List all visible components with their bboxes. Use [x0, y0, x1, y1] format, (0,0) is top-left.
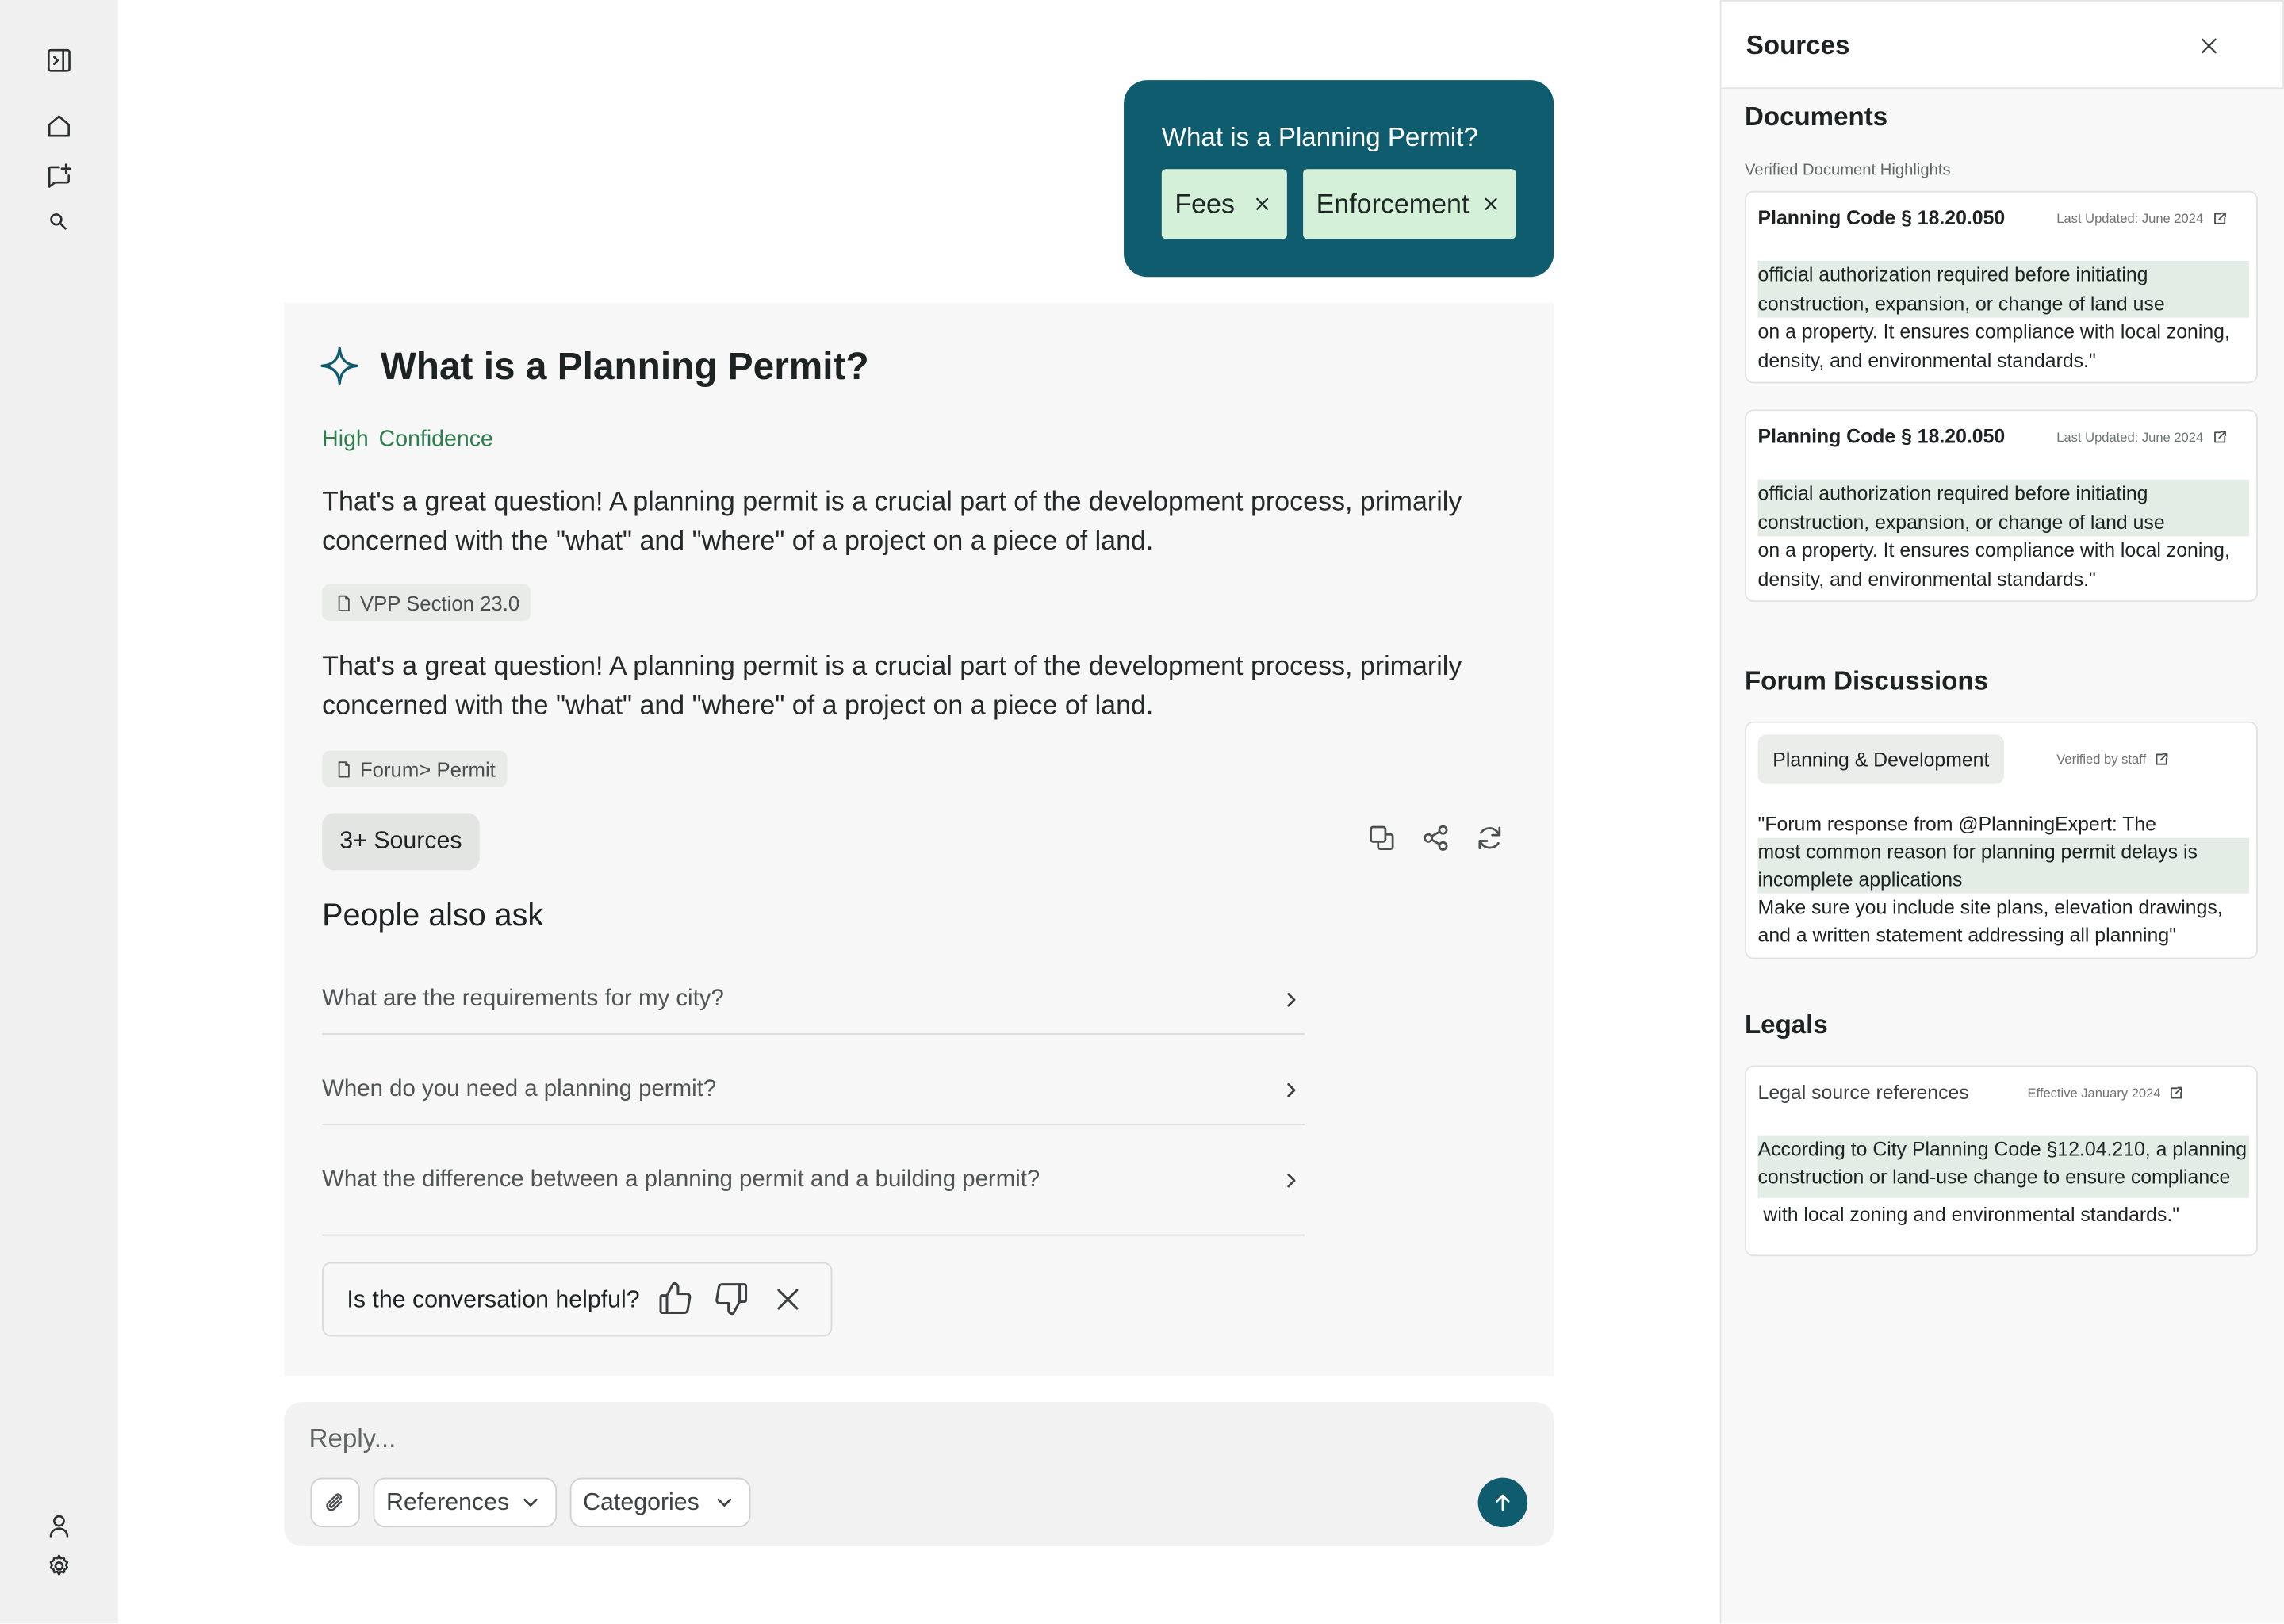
chevron-right-icon	[1282, 990, 1300, 1008]
close-icon	[772, 1284, 803, 1315]
filter-chip-enforcement[interactable]	[1303, 169, 1516, 239]
citation-label: Forum> Permit	[359, 756, 496, 781]
effective-date-label: Effective January 2024	[2027, 1086, 2161, 1101]
sources-panel-title: Sources	[1746, 30, 1850, 60]
answer-title: What is a Planning Permit?	[380, 343, 869, 388]
settings-icon	[44, 1551, 72, 1579]
excerpt-line: official authorization required before initiating	[1757, 482, 2148, 504]
forum-meta	[2056, 752, 2169, 766]
excerpt-line: construction or land-use change to ensure compliance	[1757, 1166, 2231, 1188]
chevron-down-icon	[522, 1494, 539, 1511]
dropdown-label: Categories	[583, 1488, 699, 1515]
highlighted-excerpt	[1758, 1136, 2249, 1198]
reply-input[interactable]	[309, 1421, 1447, 1456]
sidebar-toggle-icon	[44, 46, 72, 74]
close-sources-button[interactable]	[2198, 35, 2221, 57]
feedback-prompt: Is the conversation helpful?	[347, 1286, 640, 1313]
related-questions-list	[322, 965, 1305, 1236]
highlighted-excerpt	[1758, 480, 2249, 537]
copy-button[interactable]	[1367, 823, 1397, 852]
document-meta	[2056, 211, 2226, 225]
excerpt-line: density, and environmental standards."	[1757, 349, 2096, 371]
user-message-text: What is a Planning Permit?	[1161, 122, 1478, 152]
related-question-text: When do you need a planning permit?	[322, 1076, 717, 1101]
document-title: Planning Code § 18.20.050	[1757, 206, 2006, 229]
reply-composer	[284, 1402, 1554, 1546]
last-updated-label: Last Updated: June 2024	[2056, 211, 2204, 226]
related-question-text: What the difference between a planning permit and a building permit?	[322, 1167, 1040, 1193]
attach-button[interactable]	[310, 1478, 359, 1527]
regenerate-button[interactable]	[1475, 823, 1504, 852]
legal-excerpt	[1758, 1136, 2249, 1229]
share-button[interactable]	[1421, 823, 1450, 852]
documents-subheading: Verified Document Highlights	[1744, 162, 1951, 180]
citation-tag[interactable]	[322, 751, 507, 787]
highlighted-excerpt	[1758, 261, 2249, 318]
related-question-text: What are the requirements for my city?	[322, 986, 724, 1011]
external-link-icon	[2155, 752, 2169, 766]
documents-heading: Documents	[1744, 102, 1888, 132]
arrow-up-icon	[1491, 1491, 1514, 1514]
thumbs-up-icon	[656, 1280, 694, 1318]
excerpt-line: official authorization required before initiating	[1757, 263, 2148, 286]
thumbs-up-button[interactable]	[656, 1280, 694, 1318]
new-chat-icon	[44, 161, 72, 189]
close-icon[interactable]	[1481, 193, 1501, 214]
related-question[interactable]	[322, 1146, 1305, 1236]
close-icon[interactable]	[1252, 193, 1273, 214]
document-excerpt	[1758, 480, 2249, 593]
legal-card[interactable]	[1745, 1066, 2258, 1257]
categories-dropdown[interactable]	[570, 1478, 751, 1527]
close-icon	[2198, 35, 2221, 57]
sources-panel-header	[1720, 0, 2284, 89]
share-icon	[1421, 823, 1450, 852]
people-also-ask-heading: People also ask	[322, 898, 544, 933]
forum-excerpt	[1758, 810, 2249, 949]
user-message-bubble	[1124, 80, 1554, 277]
search-icon	[48, 211, 69, 232]
chip-label: Fees	[1175, 188, 1235, 219]
confidence-level: High	[322, 427, 369, 452]
document-card[interactable]	[1745, 409, 2258, 602]
excerpt-line: on a property. It ensures compliance with local zoning,	[1757, 320, 2230, 343]
document-icon	[337, 594, 351, 611]
sources-panel	[1720, 0, 2284, 1623]
excerpt-line: Make sure you include site plans, elevation drawings,	[1757, 896, 2223, 918]
user-icon	[44, 1511, 72, 1538]
chevron-down-icon	[715, 1494, 733, 1511]
document-meta	[2056, 430, 2226, 444]
left-sidebar	[0, 0, 118, 1623]
legal-title: Legal source references	[1757, 1081, 1969, 1104]
external-link-icon	[2212, 430, 2226, 444]
highlighted-excerpt	[1758, 838, 2249, 894]
references-dropdown[interactable]	[374, 1478, 558, 1527]
paperclip-icon	[322, 1489, 348, 1515]
legal-meta	[2028, 1086, 2184, 1100]
excerpt-line: with local zoning and environmental standards."	[1757, 1204, 2180, 1226]
open-source-link[interactable]	[2212, 211, 2226, 225]
home-button[interactable]	[40, 108, 75, 143]
document-card[interactable]	[1745, 191, 2258, 384]
related-question[interactable]	[322, 1055, 1305, 1125]
document-title: Planning Code § 18.20.050	[1757, 425, 2006, 448]
copy-icon	[1367, 823, 1397, 852]
sidebar-toggle-button[interactable]	[40, 42, 75, 77]
dismiss-feedback-button[interactable]	[772, 1284, 803, 1315]
open-source-link[interactable]	[2212, 430, 2226, 444]
open-source-link[interactable]	[2155, 752, 2169, 766]
citation-label: VPP Section 23.0	[359, 591, 520, 615]
excerpt-line: "Forum response from @PlanningExpert: The	[1757, 813, 2156, 836]
chip-label: Enforcement	[1316, 188, 1470, 219]
dropdown-label: References	[386, 1488, 510, 1515]
excerpt-line: construction, expansion, or change of land use	[1757, 292, 2165, 315]
forum-card[interactable]	[1745, 722, 2258, 959]
excerpt-line: on a property. It ensures compliance with local zoning,	[1757, 539, 2230, 561]
chevron-right-icon	[1282, 1081, 1300, 1098]
sparkle-icon	[320, 346, 360, 386]
document-excerpt	[1758, 261, 2249, 374]
excerpt-line: construction, expansion, or change of land use	[1757, 511, 2165, 533]
open-source-link[interactable]	[2170, 1086, 2184, 1100]
sources-button[interactable]: 3+ Sources	[322, 814, 479, 871]
legals-heading: Legals	[1744, 1009, 1828, 1040]
last-updated-label: Last Updated: June 2024	[2056, 430, 2204, 445]
answer-icon	[320, 346, 360, 386]
document-icon	[337, 760, 351, 777]
answer-paragraph: That's a great question! A planning permit is a crucial part of the development process, primarily concerned with the "what" and "where" of a project on a piece of land.	[322, 485, 1462, 555]
answer-card	[284, 303, 1554, 1376]
verified-label: Verified by staff	[2056, 752, 2147, 767]
excerpt-line: density, and environmental standards."	[1757, 567, 2096, 590]
forum-category-tag[interactable]: Planning & Development	[1758, 734, 2005, 783]
excerpt-line: According to City Planning Code §12.04.210, a planning	[1757, 1138, 2248, 1160]
excerpt-line: and a written statement addressing all planning"	[1757, 924, 2176, 946]
send-button[interactable]	[1478, 1478, 1527, 1527]
answer-paragraph: That's a great question! A planning permit is a crucial part of the development process, primarily concerned with the "what" and "where" of a project on a piece of land.	[322, 649, 1462, 720]
external-link-icon	[2170, 1086, 2184, 1100]
chevron-right-icon	[1282, 1172, 1300, 1189]
thumbs-down-button[interactable]	[713, 1280, 751, 1318]
external-link-icon	[2212, 211, 2226, 225]
filter-chip-fees[interactable]	[1162, 169, 1287, 239]
citation-tag[interactable]	[322, 584, 531, 621]
profile-button[interactable]	[40, 1507, 75, 1542]
new-chat-button[interactable]	[40, 157, 75, 192]
feedback-box	[322, 1262, 832, 1337]
confidence-label: Confidence	[378, 427, 493, 452]
settings-button[interactable]	[40, 1548, 75, 1583]
confidence-indicator	[322, 427, 493, 454]
excerpt-line: most common reason for planning permit delays is	[1757, 841, 2198, 864]
excerpt-line: incomplete applications	[1757, 868, 1963, 891]
refresh-icon	[1475, 823, 1504, 852]
home-icon	[44, 112, 72, 140]
related-question[interactable]	[322, 965, 1305, 1035]
thumbs-down-icon	[713, 1280, 751, 1318]
forum-heading: Forum Discussions	[1744, 665, 1988, 695]
search-button[interactable]	[40, 204, 75, 239]
